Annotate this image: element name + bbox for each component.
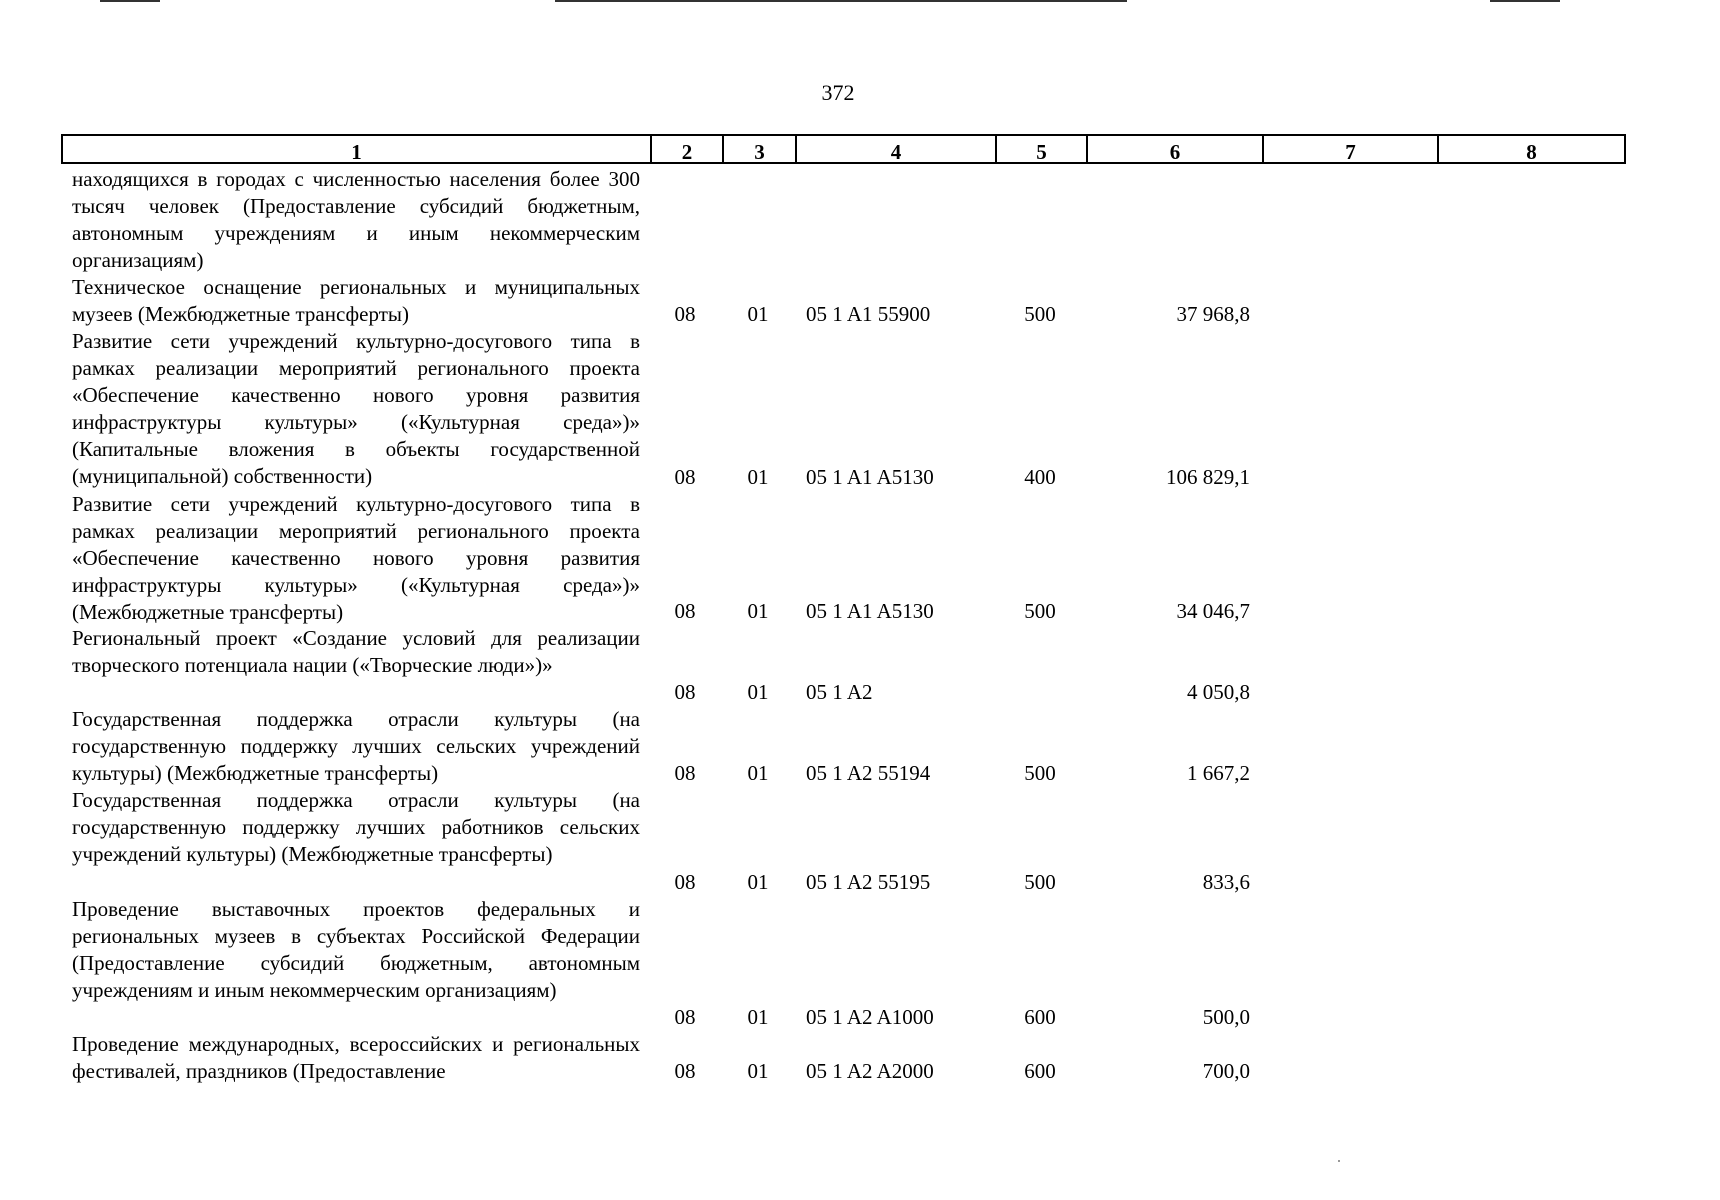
amount: 833,6 — [1202, 870, 1250, 894]
section-code: 08 — [674, 599, 696, 623]
subsection-code: 01 — [747, 1005, 769, 1029]
subsection-code: 01 — [747, 1059, 769, 1083]
expense-type-code: 400 — [1024, 465, 1056, 489]
target-article-code: 05 1 A2 A1000 — [806, 1005, 934, 1029]
column-header-5: 5 — [997, 136, 1088, 164]
table-row — [0, 625, 1720, 706]
column-header-7: 7 — [1264, 136, 1439, 164]
section-code: 08 — [674, 761, 696, 785]
row-description: Развитие сети учреждений культурно-досугового типа в рамках реализации мероприятий регионального проекта «Обеспечение качественно нового уровня развития инфраструктуры культуры» («Культурная среда»)» (Капитальные вложения в объекты государственной (муниципальной) собственности) — [72, 329, 640, 488]
subsection-code: 01 — [747, 302, 769, 326]
table-row — [0, 274, 1720, 328]
table-row — [0, 491, 1720, 625]
amount: 1 667,2 — [1187, 761, 1250, 785]
amount: 500,0 — [1202, 1005, 1250, 1029]
table-header — [61, 134, 1626, 164]
table-row — [0, 787, 1720, 896]
column-header-4: 4 — [797, 136, 997, 164]
target-article-code: 05 1 A1 A5130 — [806, 599, 934, 623]
scan-top-line-left — [100, 0, 160, 2]
table-row — [0, 166, 1720, 274]
amount: 34 046,7 — [1176, 599, 1250, 623]
amount: 700,0 — [1202, 1059, 1250, 1083]
section-code: 08 — [674, 680, 696, 704]
target-article-code: 05 1 A2 — [806, 680, 873, 704]
table-row — [0, 1031, 1720, 1085]
column-header-1: 1 — [63, 136, 652, 164]
expense-type-code: 600 — [1024, 1059, 1056, 1083]
row-description: Государственная поддержка отрасли культуры (на государственную поддержку лучших сельских учреждений культуры) (Межбюджетные трансферты) — [72, 707, 640, 785]
subsection-code: 01 — [747, 761, 769, 785]
scan-speck — [1338, 1160, 1340, 1162]
amount: 106 829,1 — [1166, 465, 1250, 489]
subsection-code: 01 — [747, 599, 769, 623]
row-description: Государственная поддержка отрасли культуры (на государственную поддержку лучших работников сельских учреждений культуры) (Межбюджетные трансферты) — [72, 788, 640, 866]
target-article-code: 05 1 A2 55195 — [806, 870, 931, 894]
row-description: находящихся в городах с численностью населения более 300 тысяч человек (Предоставление субсидий бюджетным, автономным учреждениям и иным некоммерческим организациям) — [72, 167, 640, 272]
row-description: Проведение международных, всероссийских и региональных фестивалей, праздников (Предоставление — [72, 1032, 640, 1083]
scan-top-line-right — [1490, 0, 1560, 2]
row-description: Развитие сети учреждений культурно-досугового типа в рамках реализации мероприятий регионального проекта «Обеспечение качественно нового уровня развития инфраструктуры культуры» («Культурная среда»)» (Межбюджетные трансферты) — [72, 492, 640, 624]
subsection-code: 01 — [747, 465, 769, 489]
table-row — [0, 706, 1720, 787]
subsection-code: 01 — [747, 870, 769, 894]
target-article-code: 05 1 A2 A2000 — [806, 1059, 934, 1083]
scan-top-line-center — [555, 0, 1127, 2]
amount: 37 968,8 — [1176, 302, 1250, 326]
column-header-2: 2 — [652, 136, 724, 164]
amount: 4 050,8 — [1187, 680, 1250, 704]
section-code: 08 — [674, 870, 696, 894]
column-header-8: 8 — [1526, 140, 1537, 164]
expense-type-code: 500 — [1024, 302, 1056, 326]
subsection-code: 01 — [747, 680, 769, 704]
column-header-3: 3 — [724, 136, 797, 164]
row-description: Проведение выставочных проектов федеральных и региональных музеев в субъектах Российской Федерации (Предоставление субсидий бюджетным, автономным учреждениям и иным некоммерческим организациям) — [72, 897, 640, 1002]
page-number: 372 — [821, 80, 855, 105]
table-row — [0, 328, 1720, 491]
column-header-6: 6 — [1088, 136, 1264, 164]
section-code: 08 — [674, 1059, 696, 1083]
row-description: Техническое оснащение региональных и муниципальных музеев (Межбюджетные трансферты) — [72, 275, 640, 326]
section-code: 08 — [674, 1005, 696, 1029]
section-code: 08 — [674, 465, 696, 489]
table-row — [0, 896, 1720, 1031]
target-article-code: 05 1 A1 A5130 — [806, 465, 934, 489]
target-article-code: 05 1 A2 55194 — [806, 761, 931, 785]
expense-type-code: 500 — [1024, 599, 1056, 623]
row-description: Региональный проект «Создание условий для реализации творческого потенциала нации («Творческие люди»)» — [72, 626, 640, 677]
expense-type-code: 500 — [1024, 870, 1056, 894]
section-code: 08 — [674, 302, 696, 326]
expense-type-code: 500 — [1024, 761, 1056, 785]
target-article-code: 05 1 A1 55900 — [806, 302, 931, 326]
expense-type-code: 600 — [1024, 1005, 1056, 1029]
